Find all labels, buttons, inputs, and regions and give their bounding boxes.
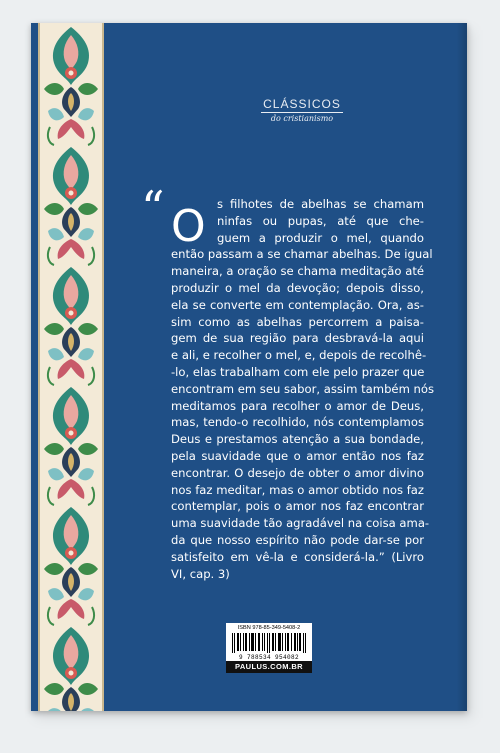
back-cover-quote [171,196,435,582]
quote-line: -lo, elas trabalham com ele pelo prazer que [171,364,425,379]
quote-line: mas, tendo-o recolhido, nós contemplamos [171,415,424,430]
quote-line: guem a produzir o mel, quando [217,230,424,245]
quote-line: nos faz meditar, mas o amor obtido nos faz [171,482,424,497]
quote-line: meditamos para recolher o amor de Deus, [171,398,424,413]
ornamental-floral-band [38,23,104,711]
drop-cap-letter: O [171,201,206,252]
publisher-website: PAULUS.COM.BR [226,661,312,673]
barcode-icon [232,633,306,653]
quote-line: e ali, e recolher o mel, e, depois de recolhê- [171,348,427,363]
quote-line: encontram em seu sabor, assim também nós [171,381,435,396]
logo-subtitle: do cristianismo [270,114,334,123]
collection-logo [257,93,347,123]
quote-line: maneira, a oração se chama meditação até [171,264,424,279]
quote-line: satisfeito em vê-la e considerá-la.” (Livro [171,549,424,564]
quote-line: sim como as abelhas percorrem a paisa- [171,314,424,329]
quote-line: gem de sua região para desbravá-la aqui [171,331,424,346]
floral-pattern-icon [40,23,102,711]
opening-quote-mark: “ [141,181,165,235]
quote-line: s filhotes de abelhas se chamam [217,197,424,211]
logo-title: CLÁSSICOS [263,97,341,111]
quote-line: ela se converte em contemplação. Ora, as- [171,297,424,312]
barcode-digits: 9 788534 954082 [238,654,299,661]
isbn-number: ISBN 978-85-349-5408-2 [237,625,301,631]
quote-line: Deus e prestamos atenção a sua bondade, [171,432,424,447]
quote-line: ninfas ou pupas, até que che- [217,213,424,228]
quote-line: então passam a se chamar abelhas. De igual [171,247,433,262]
quote-line: VI, cap. 3) [171,566,230,581]
quote-line: encontrar. O desejo de obter o amor divino [171,465,424,480]
quote-line: contemplar, pois o amor nos faz encontrar [171,499,424,514]
quote-line: da que nosso espírito não pode dar-se por [171,532,424,547]
quote-line: produzir o mel da devoção; depois disso, [171,280,424,295]
quote-line: uma suavidade tão agradável na coisa ama- [171,516,430,531]
quote-line: pela suavidade que o amor então nos faz [171,448,424,463]
cover-edge-shading [457,23,467,711]
